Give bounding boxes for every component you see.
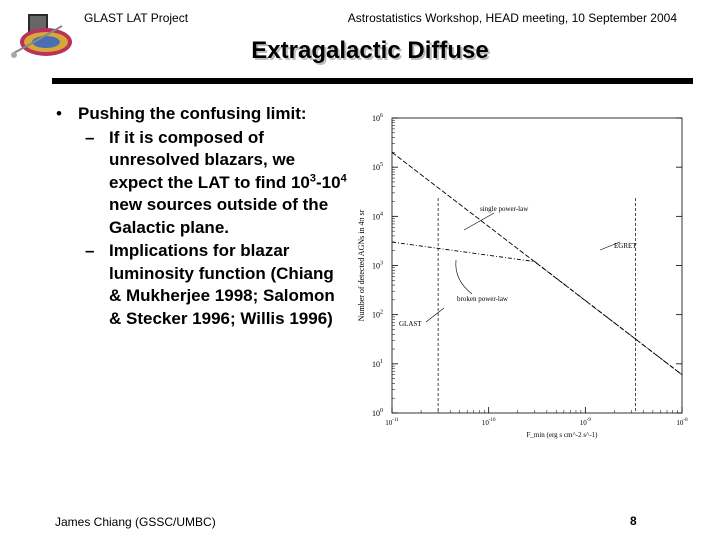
annotation-glast: GLAST	[399, 320, 422, 328]
exponent: 3	[309, 171, 316, 184]
x-tick-label: $10^{-10}$	[481, 418, 496, 427]
x-tick-label: $10^{-8}$	[676, 418, 688, 427]
annotation-broken-power-law: broken power-law	[457, 295, 508, 303]
project-name: GLAST LAT Project	[84, 11, 189, 25]
bullet-text: Pushing the confusing limit:	[78, 104, 307, 123]
footer-author: James Chiang (GSSC/UMBC)	[55, 515, 216, 529]
slide-title: Extragalactic Diffuse	[251, 37, 489, 64]
page-number: 8	[630, 514, 637, 528]
annotation-single-power-law: single power-law	[480, 205, 529, 213]
plot-frame	[392, 118, 682, 413]
y-tick-label: $10^2$	[372, 309, 383, 320]
annotation-pointer	[426, 308, 444, 322]
y-axis-label: Number of detected AGNs in 4π sr	[357, 209, 366, 322]
series-line-broken-power-law	[392, 242, 682, 375]
bullet-list	[48, 103, 348, 330]
y-tick-label: $10^1$	[372, 358, 383, 369]
source-count-plot	[352, 100, 692, 445]
dash-glyph: –	[85, 241, 95, 260]
title-rule	[52, 78, 693, 84]
exponent: 4	[340, 171, 347, 184]
y-tick-label: $10^5$	[372, 162, 383, 173]
annotation-pointer	[456, 260, 472, 294]
y-tick-label: $10^3$	[372, 260, 383, 271]
x-axis-label: F_min (erg s cm^-2 s^-1)	[526, 431, 598, 439]
sub-bullet-text-1a: If it is composed of unresolved blazars, we expect the LAT to find 10	[109, 127, 310, 192]
sub-bullet-item	[48, 127, 348, 240]
y-tick-label: $10^4$	[372, 211, 383, 222]
x-tick-label: $10^{-11}$	[385, 418, 399, 427]
chart-svg	[352, 100, 692, 445]
bullet-item	[48, 103, 348, 126]
sub-bullet-item	[48, 240, 348, 330]
sub-bullet-text-1b: -10	[316, 172, 341, 192]
y-tick-label: $10^0$	[372, 408, 383, 418]
y-tick-label: $10^6$	[372, 113, 383, 123]
event-info: Astrostatistics Workshop, HEAD meeting, 10 September 2004	[347, 11, 677, 25]
annotation-egret: EGRET	[614, 242, 637, 250]
x-tick-label: $10^{-9}$	[579, 418, 591, 427]
sub-bullet-text-1c: new sources outside of the Galactic plane.	[109, 195, 329, 237]
dash-glyph: –	[85, 127, 95, 147]
sub-bullet-text-2: Implications for blazar luminosity function (Chiang & Mukherjee 1998; Salomon & Stecker 1996; Willis 1996)	[109, 241, 335, 328]
bullet-glyph: •	[56, 104, 62, 123]
